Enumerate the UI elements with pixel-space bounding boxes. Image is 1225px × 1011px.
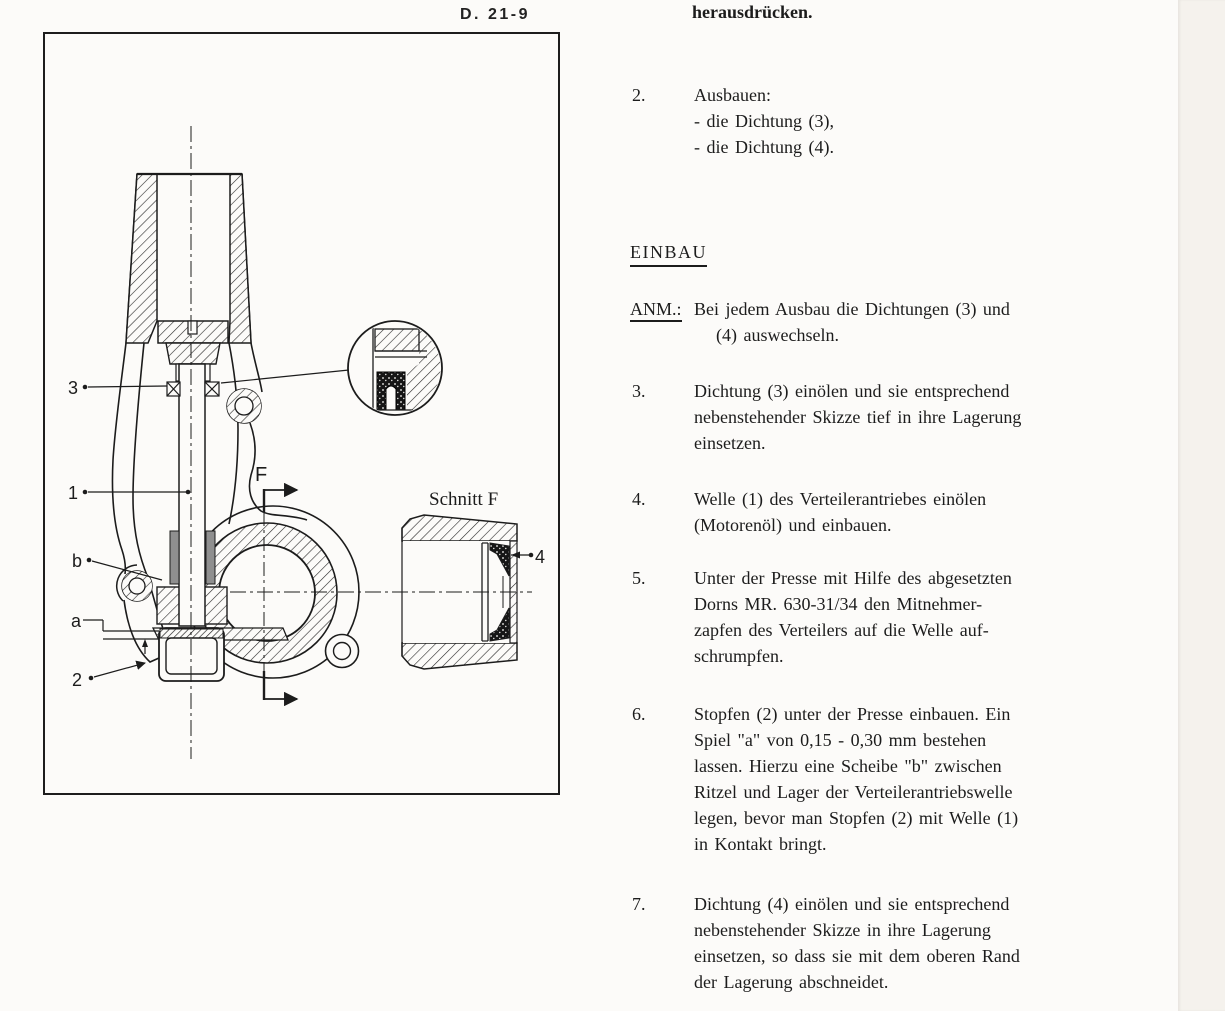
left-boss [117,565,152,601]
step-3 [632,378,1021,456]
step-2 [632,82,834,160]
label-plug-2: 2 [72,670,83,690]
step-text: Welle (1) des Verteilerantriebes einölen (Motorenöl) und einbauen. [694,489,987,535]
step-text: Dichtung (4) einölen und sie entsprechend nebenstehender Skizze in ihre Lagerung einsetzen, so dass sie mit dem oberen Rand der Lagerung abschneidet. [694,894,1020,992]
text-fragment-herausdruecken: herausdrücken. [692,2,813,22]
label-seal-4: 4 [535,547,546,567]
bearing-strip-left [170,531,179,584]
label-shaft-1: 1 [68,483,79,503]
step-number: 7. [632,894,646,914]
drive-shaft [179,364,205,626]
step-4 [632,486,986,538]
step-text: Dichtung (3) einölen und sie entsprechend nebenstehender Skizze tief in ihre Lagerung einsetzen. [694,381,1022,453]
label-section-letter-f: F [255,464,268,486]
step-text: Ausbauen: - die Dichtung (3), - die Dichtung (4). [694,85,834,157]
upper-boss [227,389,261,423]
label-seal-3: 3 [68,378,79,398]
step-number: 5. [632,568,646,588]
page-code: D. 21-9 [460,6,530,23]
label-schnitt-f: Schnitt F [429,489,499,510]
anm-label: ANM.: [630,296,694,348]
step-5 [632,565,1012,669]
screw-slot [188,321,197,334]
step-number: 3. [632,381,646,401]
step-number: 6. [632,704,646,724]
step-number: 4. [632,489,646,509]
step-6 [632,701,1018,857]
bearing-strip-right [206,531,215,584]
label-clearance-a: a [71,611,82,631]
step-text: Stopfen (2) unter der Presse einbauen. Ein Spiel "a" von 0,15 - 0,30 mm bestehen lassen. Hierzu eine Scheibe "b" zwischen Ritzel und Lager der Verteilerantriebswelle legen, bevor man Stopfen (2) mit Welle (1) in Kontakt bringt. [694,704,1019,854]
step-number: 2. [632,85,646,105]
figure-frame [43,32,560,795]
step-7 [632,891,1020,995]
section-heading-einbau: EINBAU [630,242,707,267]
clearance-dimension [83,620,159,654]
flange-bore [219,545,315,641]
label-washer-b: b [72,551,83,571]
step-text: Unter der Presse mit Hilfe des abgesetzten Dorns MR. 630-31/34 den Mitnehmer- zapfen des Verteilers auf die Welle auf- schrumpfen. [694,568,1012,666]
anm-note [630,296,1010,348]
technical-drawing [45,34,557,792]
scan-edge-band [1178,0,1225,1011]
anm-text: Bei jedem Ausbau die Dichtungen (3) und (4) auswechseln. [694,299,1010,345]
